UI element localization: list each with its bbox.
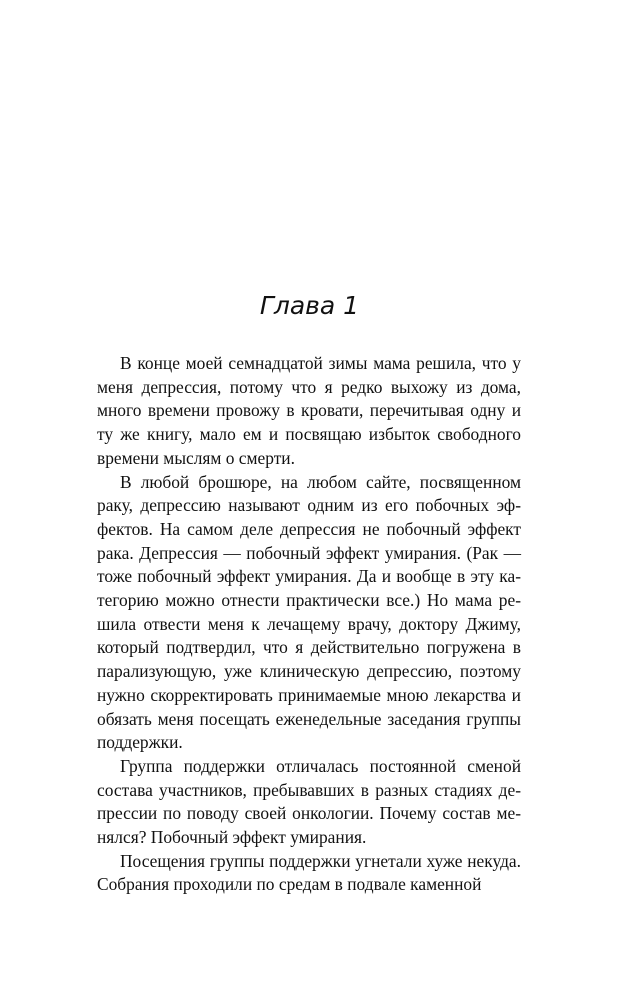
chapter-title: Глава 1 (259, 291, 360, 320)
paragraph: Группа поддержки отличалась постоянной сменой состава участников, пребывавших в разных стадиях депрессии по поводу своей онкологии. Почему состав менялся? Побочный эффект умирания. (97, 755, 521, 848)
paragraph: В любой брошюре, на любом сайте, посвященном раку, депрессию называют одним из его побочных эффектов. На самом деле депрессия не побочный эффект рака. Депрессия — побочный эффект умирания. (Рак — тоже побочный эффект умирания. Да и вообще в эту категорию можно отнести практически все.) Но мама решила отвести меня к лечащему врачу, доктору Джиму, который подтвердил, что я действительно погружена в парализующую, уже клиническую депрессию, поэтому нужно скорректировать принимаемые мною лекарства и обязать меня посещать еженедельные заседания группы поддержки. (97, 471, 521, 753)
chapter-body (97, 352, 521, 897)
paragraph: Посещения группы поддержки угнетали хуже некуда. Собрания проходили по средам в подвале каменной (97, 850, 521, 895)
paragraph: В конце моей семнадцатой зимы мама решила, что у меня депрессия, потому что я редко выхожу из дома, много времени провожу в кровати, перечитывая одну и ту же книгу, мало ем и посвящаю избыток свободного времени мыслям о смерти. (97, 353, 521, 468)
